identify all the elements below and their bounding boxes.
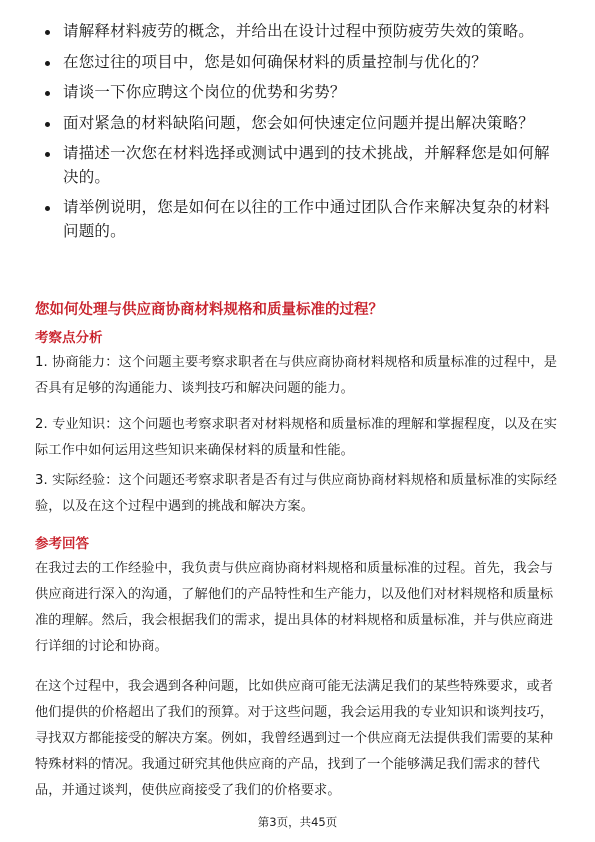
bullet-dot-icon bbox=[45, 30, 50, 35]
answer-heading: 参考回答 bbox=[35, 536, 89, 552]
bullet-item bbox=[43, 112, 563, 136]
bullet-dot-icon bbox=[45, 61, 50, 66]
page-number-footer: 第3页，共45页 bbox=[257, 815, 338, 829]
bullet-text: 请描述一次您在材料选择或测试中遇到的技术挑战，并解释您是如何解决的。 bbox=[63, 144, 550, 186]
analysis-heading: 考察点分析 bbox=[35, 330, 103, 346]
bullet-dot-icon bbox=[45, 122, 50, 127]
bullet-text: 面对紧急的材料缺陷问题，您会如何快速定位问题并提出解决策略？ bbox=[63, 113, 535, 132]
bullet-text: 请解释材料疲劳的概念，并给出在设计过程中预防疲劳失效的策略。 bbox=[63, 22, 535, 40]
bullet-dot-icon bbox=[45, 206, 50, 211]
bullet-item bbox=[43, 51, 563, 75]
bullet-dot-icon bbox=[45, 152, 50, 157]
bullet-item bbox=[43, 142, 563, 189]
answer-paragraph: 在这个过程中，我会遇到各种问题，比如供应商可能无法满足我们的某些特殊要求，或者他们提供的价格超出了我们的预算。对于这些问题，我会运用我的专业知识和谈判技巧，寻找双方都能接受的解决方案。例如，我曾经遇到过一个供应商无法提供我们需要的某种特殊材料的情况。我通过研究其他供应商的产品，找到了一个能够满足我们需求的替代品，并通过谈判，使供应商接受了我们的价格要求。 bbox=[35, 679, 554, 798]
bullet-item bbox=[43, 196, 563, 243]
bullet-text: 请谈一下你应聘这个岗位的优势和劣势？ bbox=[63, 83, 346, 101]
answer-paragraph: 在我过去的工作经验中，我负责与供应商协商材料规格和质量标准的过程。首先，我会与供应商进行深入的沟通，了解他们的产品特性和生产能力，以及他们对材料规格和质量标准的理解。然后，我会根据我们的需求，提出具体的材料规格和质量标准，并与供应商进行详细的讨论和协商。 bbox=[35, 561, 554, 654]
analysis-item: 3. 实际经验：这个问题还考察求职者是否有过与供应商协商材料规格和质量标准的实际经验，以及在这个过程中遇到的挑战和解决方案。 bbox=[35, 473, 557, 514]
question-bullet-list bbox=[43, 20, 563, 250]
bullet-item bbox=[43, 20, 563, 44]
analysis-item: 1. 协商能力：这个问题主要考察求职者在与供应商协商材料规格和质量标准的过程中，是否具有足够的沟通能力、谈判技巧和解决问题的能力。 bbox=[35, 355, 557, 396]
analysis-item: 2. 专业知识：这个问题也考察求职者对材料规格和质量标准的理解和掌握程度，以及在实际工作中如何运用这些知识来确保材料的质量和性能。 bbox=[35, 417, 557, 458]
bullet-dot-icon bbox=[45, 91, 50, 96]
bullet-text: 在您过往的项目中，您是如何确保材料的质量控制与优化的？ bbox=[63, 52, 487, 71]
bullet-item bbox=[43, 81, 563, 105]
bullet-text: 请举例说明，您是如何在以往的工作中通过团队合作来解决复杂的材料问题的。 bbox=[63, 198, 550, 240]
question-heading: 您如何处理与供应商协商材料规格和质量标准的过程？ bbox=[35, 302, 383, 318]
